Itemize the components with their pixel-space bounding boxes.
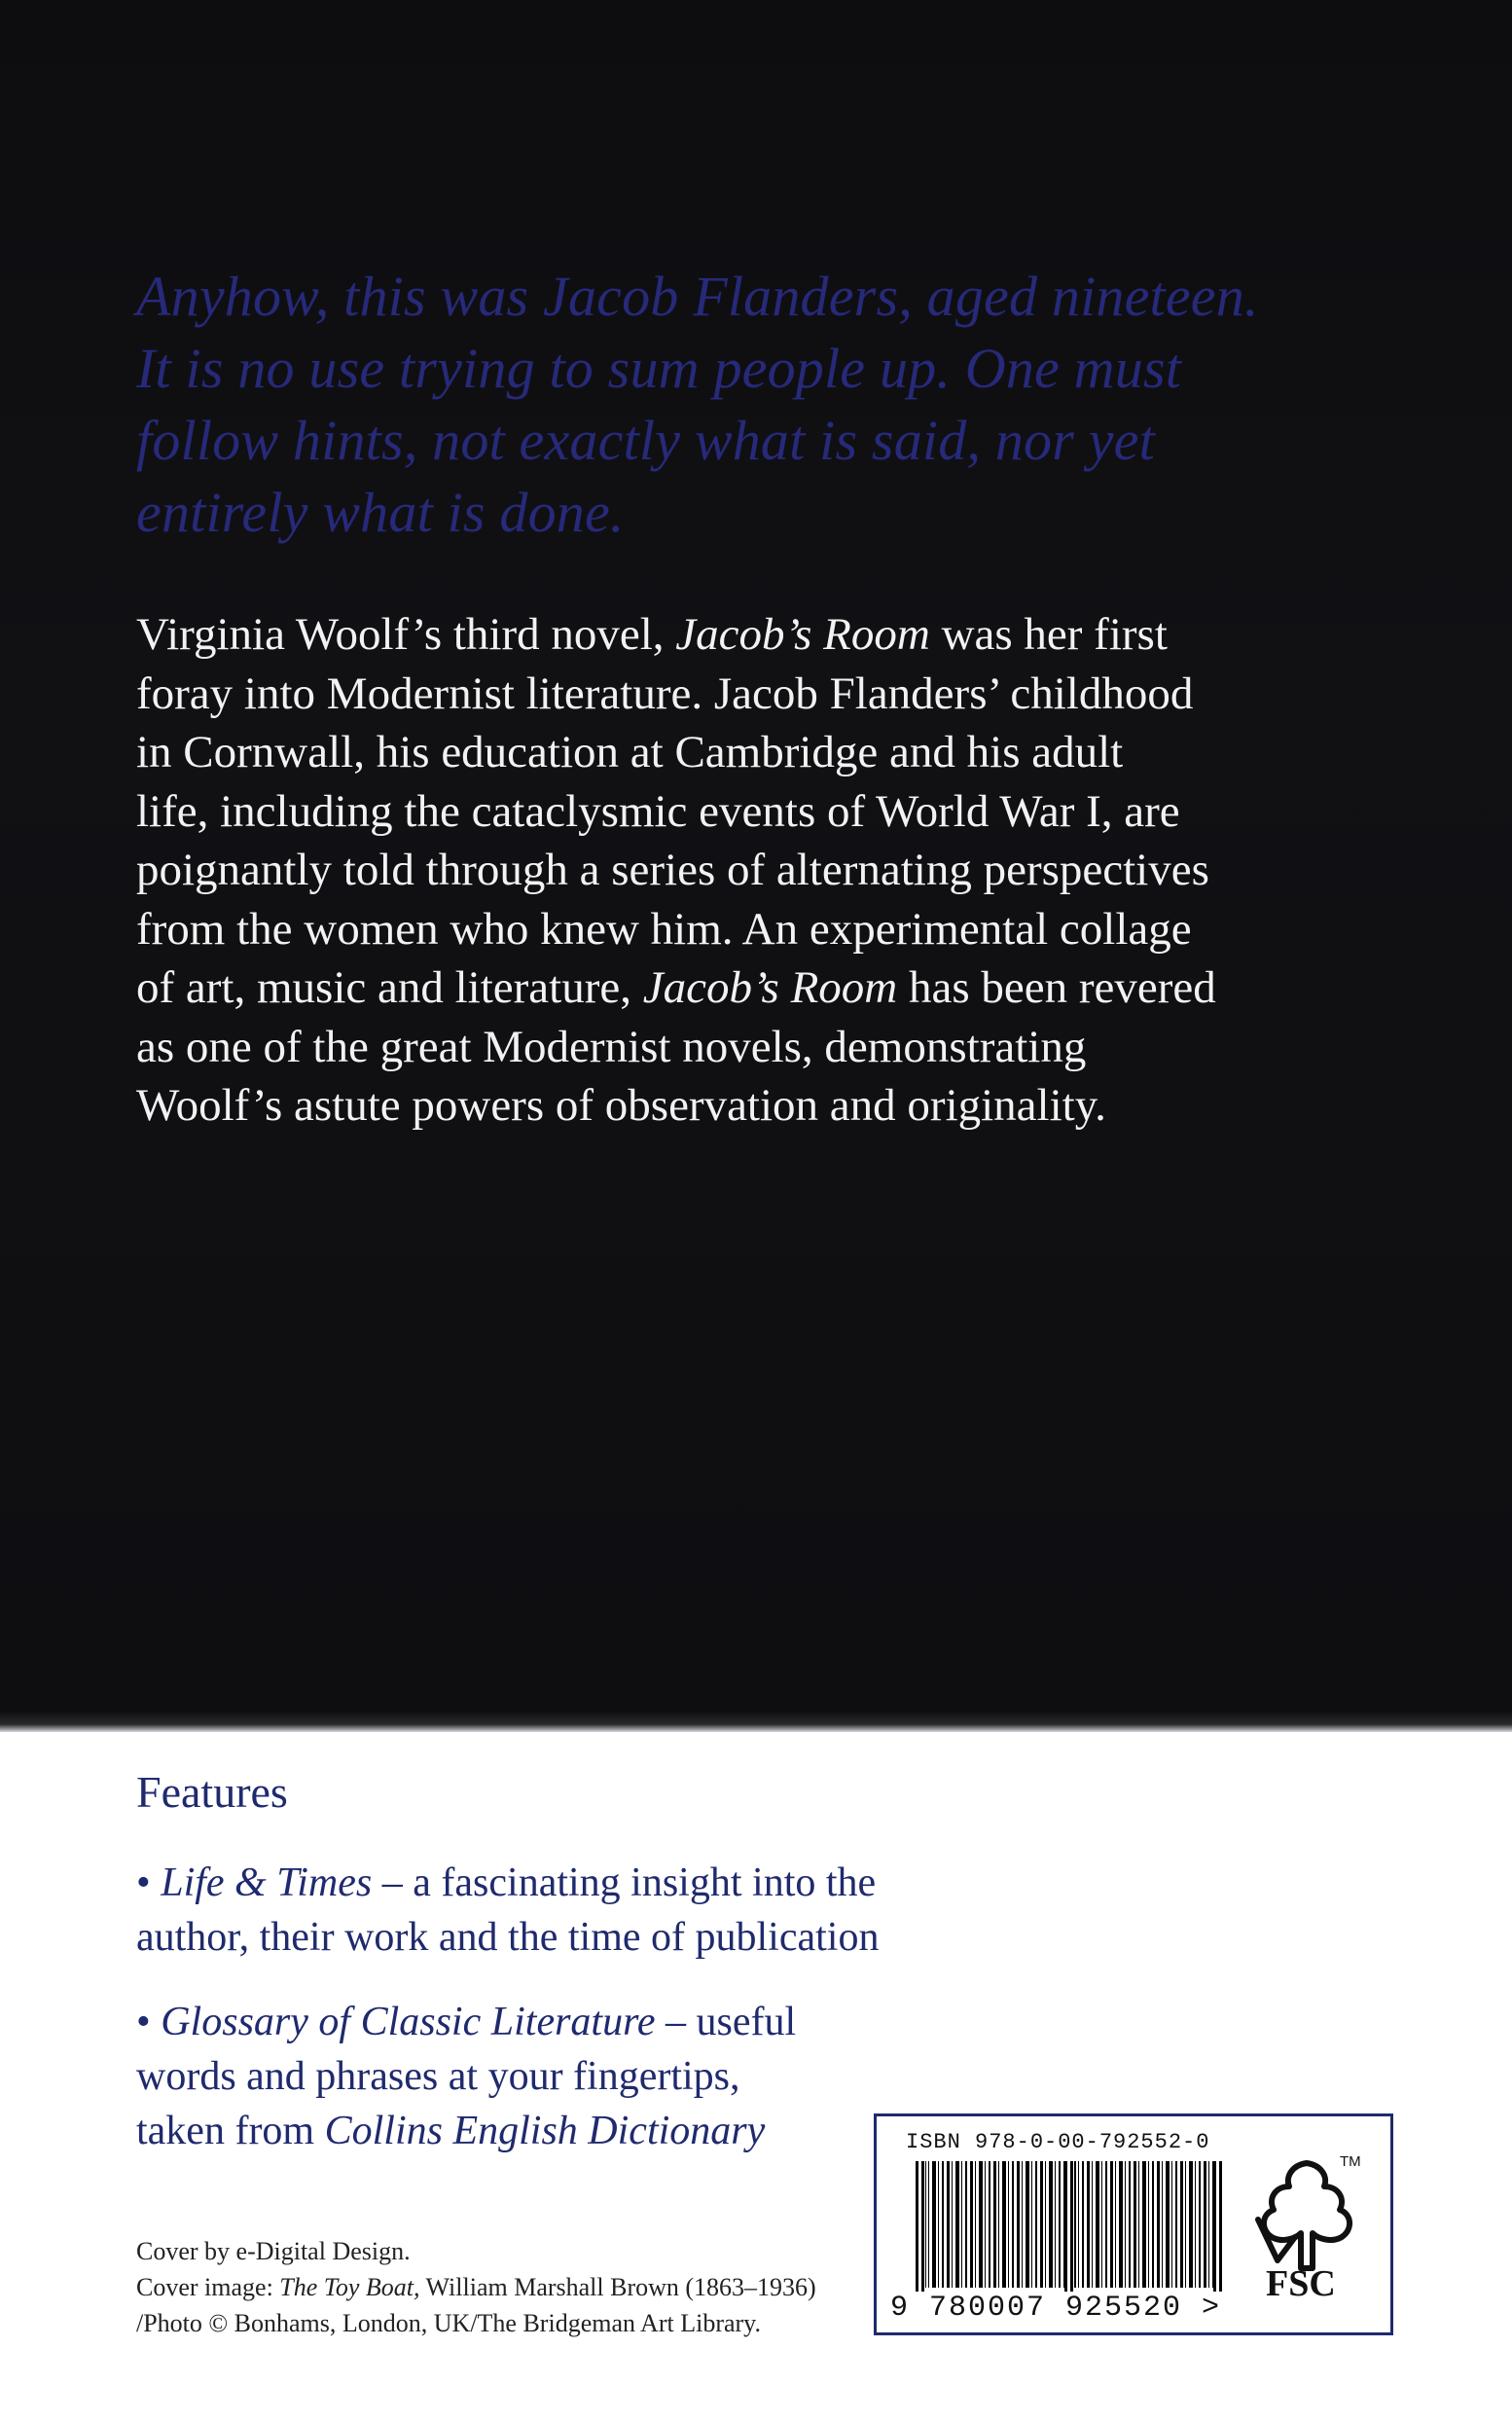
barcode-guard-left <box>916 2161 925 2307</box>
pull-quote <box>136 261 1401 549</box>
feature-text: taken from <box>136 2109 325 2153</box>
trademark-mark: TM <box>1340 2153 1361 2170</box>
blurb-line: life, including the cataclysmic events of World War I, are <box>136 785 1180 837</box>
fsc-label: FSC <box>1266 2263 1336 2304</box>
barcode-guard-center <box>1064 2161 1074 2307</box>
bullet: • <box>136 1860 162 1905</box>
feature-text: – a fascinating insight into the <box>372 1860 877 1905</box>
credit-line <box>136 2269 915 2305</box>
panel-divider <box>0 1713 1512 1732</box>
barcode-box <box>874 2113 1393 2335</box>
feature-line <box>136 1856 992 1910</box>
quote-line: entirely what is done. <box>136 481 625 544</box>
credit-line: /Photo © Bonhams, London, UK/The Bridgeman Art Library. <box>136 2309 761 2337</box>
bullet: • <box>136 2000 162 2044</box>
book-blurb <box>136 605 1401 1136</box>
blurb-line: foray into Modernist literature. Jacob Flanders’ childhood <box>136 668 1194 719</box>
feature-title: Life & Times <box>161 1860 373 1905</box>
blurb-text: of art, music and literature, <box>136 962 643 1013</box>
feature-line: author, their work and the time of publication <box>136 1915 880 1960</box>
feature-line <box>136 2104 992 2158</box>
blurb-line <box>136 958 1401 1018</box>
credit-text: William Marshall Brown (1863–1936) <box>419 2273 816 2301</box>
barcode-digits: 9 780007 925520 > <box>890 2292 1222 2325</box>
quote-line: follow hints, not exactly what is said, nor yet <box>136 409 1155 472</box>
feature-text: – useful <box>655 2000 797 2044</box>
blurb-line: in Cornwall, his education at Cambridge and his adult <box>136 727 1124 777</box>
cover-credits <box>136 2233 915 2341</box>
feature-line <box>136 1995 992 2049</box>
barcode-guard-right <box>1213 2161 1223 2307</box>
features-heading: Features <box>136 1767 288 1817</box>
credit-text: Cover image: <box>136 2273 280 2301</box>
feature-item-life-times <box>136 1856 992 1965</box>
feature-line: words and phrases at your fingertips, <box>136 2054 740 2099</box>
feature-title: Collins English Dictionary <box>324 2109 766 2153</box>
blurb-line: from the women who knew him. An experimental collage <box>136 903 1192 955</box>
blurb-text: was her first <box>929 609 1168 660</box>
blurb-text: has been revered <box>897 962 1216 1013</box>
blurb-title-italic: Jacob’s Room <box>642 962 898 1013</box>
blurb-line: as one of the great Modernist novels, demonstrating <box>136 1021 1087 1072</box>
feature-title: Glossary of Classic Literature <box>161 2000 656 2044</box>
blurb-title-italic: Jacob’s Room <box>675 609 930 660</box>
blurb-line: poignantly told through a series of alternating perspectives <box>136 845 1209 895</box>
quote-line: It is no use trying to sum people up. One must <box>136 337 1182 400</box>
credit-artwork-title: The Toy Boat, <box>279 2273 420 2301</box>
credit-line: Cover by e-Digital Design. <box>136 2237 411 2265</box>
quote-line: Anyhow, this was Jacob Flanders, aged nineteen. <box>136 265 1259 328</box>
isbn-number: ISBN 978-0-00-792552-0 <box>906 2130 1210 2154</box>
blurb-line: Woolf’s astute powers of observation and originality. <box>136 1080 1106 1131</box>
feature-item-glossary <box>136 1995 992 2158</box>
blurb-text: Virginia Woolf’s third novel, <box>136 609 676 660</box>
blurb-line <box>136 605 1401 665</box>
